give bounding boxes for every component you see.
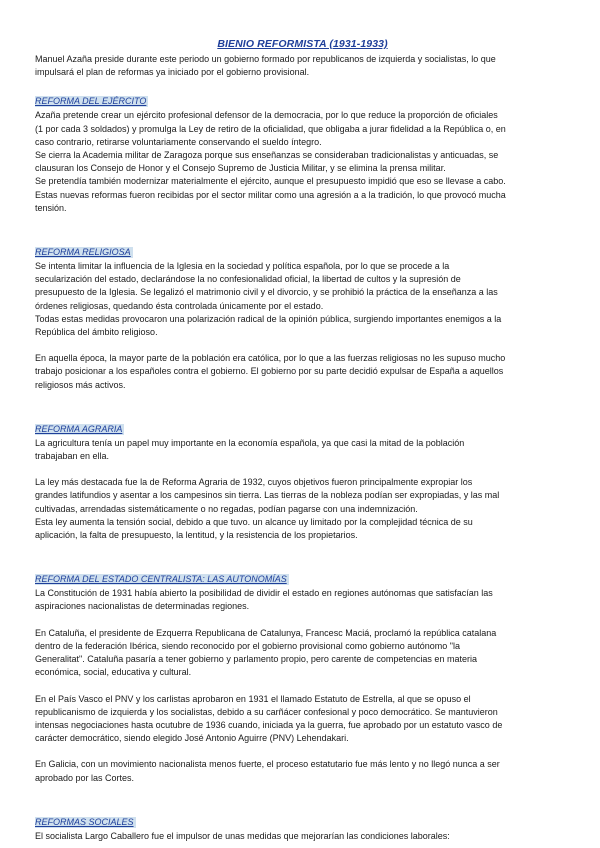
section-heading: REFORMA RELIGIOSA (35, 247, 131, 258)
text-line: órdenes religiosas, quedando ésta controlada únicamente por el estado. (35, 300, 324, 311)
text-line: La agricultura tenía un papel muy importante en la economía española, ya que casi la mitad de la población (35, 437, 465, 448)
section-autonomies (35, 569, 570, 784)
paragraph-gap (35, 463, 570, 476)
text-line: dentro de la federación Ibérica, siendo reconocido por el gobierno provisional como gobierno autónomo "la (35, 640, 460, 651)
text-line: carácter democrático, siendo elegido José Antonio Aguirre (PNV) Lehendakari. (35, 733, 349, 744)
text-line: Se intenta limitar la influencia de la Iglesia en la sociedad y política española, por lo que se procede a la (35, 261, 450, 272)
text-line: Manuel Azaña preside durante este periodo un gobierno formado por republicanos de izquierda y socialistas, lo que (35, 54, 496, 64)
paragraph-gap (35, 745, 570, 758)
text-line: clausuran los Consejo de Honor y el Consejo Supremo de Justicia Militar, y se elimina la prensa militar. (35, 163, 446, 174)
text-line: Se pretendía también modernizar materialmente el ejército, aunque el presupuesto impidió que eso se llevase a cabo. (35, 176, 506, 187)
section-religion (35, 242, 570, 392)
paragraph (35, 830, 570, 843)
text-line: cultivadas, arrendadas sistemáticamente o no regadas, podían pagarse con una indemnización. (35, 503, 418, 514)
text-line: intensas negociaciones hasta ocutubre de 1936 cuando, iniciada ya la guerra, fue aprobado por un estatuto vasco de (35, 719, 503, 730)
document-sections (35, 91, 570, 843)
paragraph (35, 109, 570, 215)
paragraph-gap (35, 614, 570, 627)
text-line: secularización del estado, declarándose la no confesionalidad oficial, la libertad de cultos y la supresión de (35, 274, 461, 285)
text-line: aspiraciones nacionalistas de determinadas regiones. (35, 601, 250, 612)
text-line: La ley más destacada fue la de Reforma Agraria de 1932, cuyos objetivos fueron principalmente expropiar los (35, 477, 473, 488)
text-line: En Galicia, con un movimiento nacionalista menos fuerte, el proceso estatutario fue más lento y no llegó nunca a ser (35, 759, 500, 770)
paragraph (35, 352, 570, 392)
text-line: Generalitat". Cataluña pasaría a tener gobierno y parlamento propio, pero carente de competencias en materia (35, 654, 477, 665)
section-social (35, 812, 570, 843)
text-line: tensión. (35, 202, 67, 213)
text-line: aplicación, la falta de presupuesto, la lentitud, y la resistencia de los propietarios. (35, 530, 358, 541)
text-line: En el País Vasco el PNV y los carlistas aprobaron en 1931 el llamado Estatuto de Estrella, al que se opuso el (35, 693, 471, 704)
text-line: económica, social, educativa y cultural. (35, 667, 192, 678)
text-line: El socialista Largo Caballero fue el impulsor de unas medidas que mejorarían las condiciones laborales: (35, 830, 450, 841)
text-line: Azaña pretende crear un ejército profesional defensor de la democracia, por lo que reduce la proporción de oficiales (35, 110, 498, 121)
text-line: grandes latifundios y asentar a los campesinos sin tierra. Las tierras de la nobleza podían ser expropiadas, y las mal (35, 490, 500, 501)
section-agrarian (35, 419, 570, 542)
section-heading: REFORMAS SOCIALES (35, 816, 134, 827)
text-line: trabajo posicionar a los españoles contra el gobierno. El gobierno por su parte decidió expulsar de España a aquellos (35, 366, 504, 377)
paragraph (35, 260, 570, 339)
text-line: trabajaban en ella. (35, 451, 110, 462)
paragraph (35, 693, 570, 746)
text-line: impulsará el plan de reformas ya iniciado por el gobierno provisional. (35, 67, 310, 78)
paragraph (35, 627, 570, 680)
section-heading: REFORMA DEL ESTADO CENTRALISTA: LAS AUTONOMÍAS (35, 574, 287, 585)
paragraph-gap (35, 339, 570, 352)
paragraph-gap (35, 680, 570, 693)
text-line: aprobado por las Cortes. (35, 772, 135, 783)
text-line: Esta ley aumenta la tensión social, debido a que tuvo. un alcance uy limitado por la complejidad técnica de su (35, 516, 473, 527)
section-heading: REFORMA AGRARIA (35, 423, 123, 434)
text-line: La Constitución de 1931 había abierto la posibilidad de dividir el estado en regiones autónomas que satisfacían las (35, 588, 493, 599)
text-line: En Cataluña, el presidente de Ezquerra Republicana de Catalunya, Francesc Maciá, proclamó la república catalana (35, 627, 497, 638)
text-line: Se cierra la Academia militar de Zaragoza porque sus enseñanzas se consideraban tradicionalistas y anticuadas, se (35, 150, 499, 161)
paragraph (35, 587, 570, 613)
section-army (35, 91, 570, 215)
text-line: caso contrario, retirarse voluntariamente conservando el sueldo íntegro. (35, 136, 322, 147)
document-title: BIENIO REFORMISTA (1931-1933) (217, 38, 388, 50)
paragraph (35, 758, 570, 784)
text-line: En aquella época, la mayor parte de la población era católica, por lo que a las fuerzas religiosas no les supuso mucho (35, 353, 506, 364)
text-line: Estas nuevas reformas fueron recibidas por el sector militar como una agresión a a la tradición, lo que provocó mucha (35, 189, 506, 200)
text-line: presupuesto de la Iglesia. Se legalizó el matrimonio civil y el divorcio, y se prohibió la práctica de la enseñanza a las (35, 287, 498, 298)
paragraph (35, 476, 570, 542)
paragraph (35, 437, 570, 463)
text-line: religiosos más activos. (35, 379, 126, 390)
text-line: República del ámbito religioso. (35, 327, 158, 338)
text-line: republicanismo de izquierda y los socialistas, debido a su carñácer confesional y poco democrático. Se mantuvieron (35, 706, 498, 717)
section-heading: REFORMA DEL EJÉRCITO (35, 96, 147, 107)
text-line: Todas estas medidas provocaron una polarización radical de la opinión pública, surgiendo importantes enemigos a la (35, 313, 502, 324)
text-line: (1 por cada 3 soldados) y promulga la Ley de retiro de la oficialidad, que obligaba a jurar fidelidad a la República o, en (35, 123, 506, 134)
intro-paragraph (35, 53, 570, 79)
